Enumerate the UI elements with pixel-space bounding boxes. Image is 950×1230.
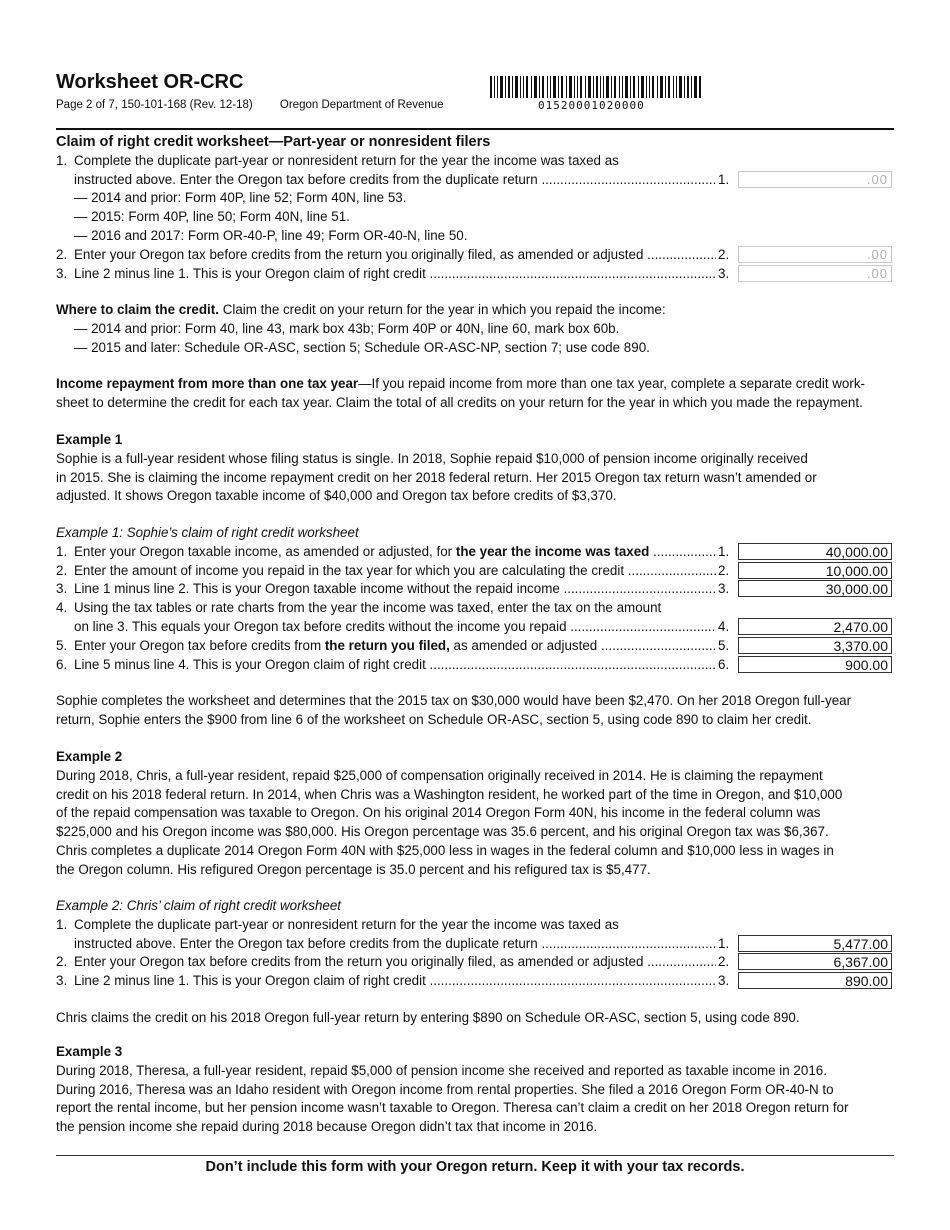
worksheet-line bbox=[56, 265, 894, 284]
line-text: Enter your Oregon tax before credits from the return you originally filed, as amended or adjusted ..... bbox=[74, 246, 738, 265]
barcode-number: 01520001020000 bbox=[538, 99, 645, 112]
note-text: — 2016 and 2017: Form OR-40-P, line 49; Form OR-40-N, line 50. bbox=[74, 227, 468, 243]
example-2-worksheet bbox=[56, 897, 894, 991]
worksheet-note bbox=[56, 189, 894, 208]
example-text: the Oregon column. His refigured Oregon percentage is 35.0 percent and his refigured tax is $5,477. bbox=[56, 861, 651, 877]
worksheet-line bbox=[56, 171, 894, 190]
example-2-section bbox=[56, 748, 894, 880]
line-text: Complete the duplicate part-year or nonresident return for the year the income was taxed as bbox=[74, 152, 619, 168]
example-text: report the rental income, but her pension income wasn’t taxable to Oregon. Theresa can’t claim a credit on her 2018 Oregon return for bbox=[56, 1100, 849, 1116]
line-number: 3. bbox=[56, 265, 68, 281]
barcode-image bbox=[490, 76, 702, 98]
worksheet-line bbox=[56, 599, 894, 618]
line-number: 3. bbox=[56, 581, 68, 597]
note-text: — 2015: Form 40P, line 50; Form 40N, line 51. bbox=[74, 209, 350, 225]
claim-item: — 2015 and later: Schedule OR-ASC, section 5; Schedule OR-ASC-NP, section 7; use code 890. bbox=[74, 339, 650, 355]
example-text: During 2018, Theresa, a full-year resident, repaid $5,000 of pension income she received and reported as taxable income in 2016. bbox=[56, 1062, 827, 1078]
line-text: Line 2 minus line 1. This is your Oregon claim of right credit ..... bbox=[74, 265, 738, 284]
line-text: instructed above. Enter the Oregon tax before credits from the duplicate return ..... bbox=[74, 935, 738, 954]
line-number: 2. bbox=[56, 954, 68, 970]
line-text: instructed above. Enter the Oregon tax before credits from the duplicate return ..... bbox=[74, 171, 738, 190]
line-number: 2. bbox=[56, 562, 68, 578]
example-text: of the repaid compensation was taxable to Oregon. On his original 2014 Oregon Form 40N, his income in the federal column was bbox=[56, 805, 821, 821]
line-2-amount-field[interactable]: .00 bbox=[738, 246, 892, 263]
line-number: 5. bbox=[56, 637, 68, 653]
example-text: Sophie completes the worksheet and determines that the 2015 tax on $30,000 would have been $2,470. On her 2018 Oregon full-year bbox=[56, 693, 852, 708]
worksheet-line bbox=[56, 953, 894, 972]
example-text: in 2015. She is claiming the income repayment credit on her 2018 federal return. Her 2015 Oregon tax return wasn’t amended or bbox=[56, 469, 817, 485]
footer-divider bbox=[56, 1155, 894, 1156]
line-text: Enter the amount of income you repaid in the tax year for which you are calculating the credit ..... bbox=[74, 562, 738, 581]
example-worksheet-title: Example 1: Sophie’s claim of right credit worksheet bbox=[56, 525, 359, 540]
line-text-bold: the year the income was taxed bbox=[455, 543, 650, 559]
line-text: Line 1 minus line 2. This is your Oregon taxable income without the repaid income ..... bbox=[74, 580, 738, 599]
page-info: Page 2 of 7, 150-101-168 (Rev. 12-18) bbox=[56, 99, 253, 111]
example-text: adjusted. It shows Oregon taxable income of $40,000 and Oregon tax before credits of $3,370. bbox=[56, 488, 617, 504]
example-1-worksheet bbox=[56, 524, 894, 674]
example-1-conclusion bbox=[56, 692, 894, 730]
line-amount-box: 2,470.00 bbox=[738, 618, 892, 635]
line-number: 1. bbox=[56, 543, 68, 559]
example-text: Sophie is a full-year resident whose filing status is single. In 2018, Sophie repaid $10,000 of pension income originally received bbox=[56, 450, 808, 466]
section-lead: Income repayment from more than one tax year bbox=[56, 376, 359, 391]
where-to-claim-section bbox=[56, 301, 894, 357]
line-number: 6. bbox=[56, 656, 68, 672]
line-reference: 1. bbox=[716, 171, 770, 190]
note-text: — 2014 and prior: Form 40P, line 52; Form 40N, line 53. bbox=[74, 190, 407, 206]
line-amount-box: 6,367.00 bbox=[738, 953, 892, 970]
repayment-section bbox=[56, 375, 894, 413]
worksheet-title: Claim of right credit worksheet—Part-year or nonresident filers bbox=[56, 134, 491, 150]
example-heading: Example 3 bbox=[56, 1044, 123, 1059]
section-text: sheet to determine the credit for each tax year. Claim the total of all credits on your return for the year in which you made the repayment. bbox=[56, 394, 863, 410]
claim-item: — 2014 and prior: Form 40, line 43, mark box 43b; Form 40P or 40N, line 60, mark box 60b. bbox=[74, 320, 620, 336]
worksheet-line bbox=[56, 246, 894, 265]
line-text: Line 2 minus line 1. This is your Oregon claim of right credit ..... bbox=[74, 972, 738, 991]
line-number: 3. bbox=[56, 973, 68, 989]
line-reference: 2. bbox=[716, 246, 770, 265]
section-lead: Where to claim the credit. bbox=[56, 302, 219, 317]
example-text: $225,000 and his Oregon income was $80,000. His Oregon percentage was 35.6 percent, and his original Oregon tax was $6,367. bbox=[56, 824, 829, 840]
line-amount-box: 5,477.00 bbox=[738, 935, 892, 952]
section-text: —If you repaid income from more than one tax year, complete a separate credit work- bbox=[358, 376, 865, 391]
header-divider bbox=[56, 128, 894, 130]
line-reference: 1. bbox=[716, 543, 770, 562]
example-text: During 2016, Theresa was an Idaho resident with Oregon income from rental properties. She filed a 2016 Oregon Form OR-40-N to bbox=[56, 1081, 834, 1097]
worksheet-line bbox=[56, 916, 894, 935]
example-text: Chris claims the credit on his 2018 Oregon full-year return by entering $890 on Schedule OR-ASC, section 5, using code 890. bbox=[56, 1010, 800, 1025]
example-heading: Example 2 bbox=[56, 749, 123, 764]
line-reference: 2. bbox=[716, 953, 770, 972]
line-reference: 3. bbox=[716, 972, 770, 991]
line-number: 4. bbox=[56, 600, 68, 616]
worksheet-line bbox=[56, 562, 894, 581]
line-text: Line 5 minus line 4. This is your Oregon claim of right credit ..... bbox=[74, 656, 738, 675]
example-worksheet-title: Example 2: Chris’ claim of right credit worksheet bbox=[56, 898, 342, 913]
worksheet-line bbox=[56, 656, 894, 675]
line-amount-box: 10,000.00 bbox=[738, 562, 892, 579]
line-text: Complete the duplicate part-year or nonresident return for the year the income was taxed as bbox=[74, 916, 619, 932]
line-reference: 3. bbox=[716, 265, 770, 284]
line-text bbox=[74, 543, 738, 562]
worksheet-line bbox=[56, 618, 894, 637]
line-text-part: Enter your Oregon tax before credits from bbox=[74, 637, 325, 653]
example-text: the pension income she repaid during 2018 because Oregon didn’t tax that income in 2016. bbox=[56, 1119, 598, 1135]
section-text: Claim the credit on your return for the year in which you repaid the income: bbox=[222, 302, 666, 317]
line-text-part: Enter your Oregon taxable income, as amended or adjusted, for bbox=[74, 543, 456, 559]
line-text-bold: the return you filed, bbox=[324, 637, 450, 653]
line-amount-box: 3,370.00 bbox=[738, 637, 892, 654]
form-subtitle bbox=[56, 99, 444, 111]
line-3-amount-field[interactable]: .00 bbox=[738, 265, 892, 282]
worksheet-line bbox=[56, 543, 894, 562]
example-1-section bbox=[56, 431, 894, 506]
line-reference: 6. bbox=[716, 656, 770, 675]
form-title: Worksheet OR-CRC bbox=[56, 71, 244, 93]
line-reference: 3. bbox=[716, 580, 770, 599]
line-text: on line 3. This equals your Oregon tax before credits without the income you repaid ..... bbox=[74, 618, 738, 637]
example-text: During 2018, Chris, a full-year resident, repaid $25,000 of compensation originally received in 2014. He is claiming the repayment bbox=[56, 767, 823, 783]
example-text: credit on his 2018 federal return. In 2014, when Chris was a Washington resident, he worked part of the time in Oregon, and $10,000 bbox=[56, 786, 843, 802]
line-number: 2. bbox=[56, 246, 68, 262]
part-year-worksheet bbox=[56, 133, 894, 283]
example-text: Chris completes a duplicate 2014 Oregon Form 40N with $25,000 less in wages in the federal column and $10,000 less in wages in bbox=[56, 842, 834, 858]
line-number: 1. bbox=[56, 916, 68, 932]
worksheet-line bbox=[56, 935, 894, 954]
worksheet-note bbox=[56, 208, 894, 227]
line-amount-box: 40,000.00 bbox=[738, 543, 892, 560]
agency-name: Oregon Department of Revenue bbox=[279, 99, 444, 111]
worksheet-note bbox=[56, 227, 894, 246]
example-heading: Example 1 bbox=[56, 432, 123, 447]
worksheet-line bbox=[56, 637, 894, 656]
line-reference: 4. bbox=[716, 618, 770, 637]
line-amount-box: 900.00 bbox=[738, 656, 892, 673]
worksheet-line bbox=[56, 152, 894, 171]
example-text: return, Sophie enters the $900 from line 6 of the worksheet on Schedule OR-ASC, section 5, using code 890 to claim her credit. bbox=[56, 711, 812, 727]
line-1-amount-field[interactable]: .00 bbox=[738, 171, 892, 188]
line-text-part: as amended or adjusted bbox=[449, 637, 598, 653]
line-number: 1. bbox=[56, 152, 68, 168]
line-text: Enter your Oregon tax before credits from the return you originally filed, as amended or adjusted ..... bbox=[74, 953, 738, 972]
line-text: Using the tax tables or rate charts from the year the income was taxed, enter the tax on the amount bbox=[74, 600, 662, 616]
line-reference: 1. bbox=[716, 935, 770, 954]
line-amount-box: 890.00 bbox=[738, 972, 892, 989]
line-text bbox=[74, 637, 738, 656]
line-reference: 2. bbox=[716, 562, 770, 581]
footer-note: Don’t include this form with your Oregon return. Keep it with your tax records. bbox=[205, 1159, 745, 1175]
worksheet-line bbox=[56, 972, 894, 991]
line-amount-box: 30,000.00 bbox=[738, 580, 892, 597]
worksheet-line bbox=[56, 580, 894, 599]
line-reference: 5. bbox=[716, 637, 770, 656]
example-3-section bbox=[56, 1043, 894, 1137]
example-2-conclusion bbox=[56, 1009, 894, 1028]
